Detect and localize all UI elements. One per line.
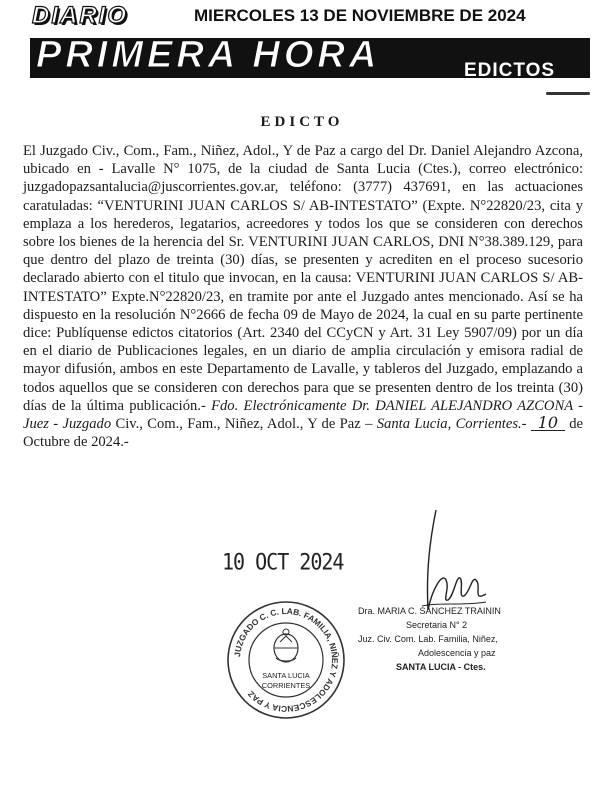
edict-body — [23, 142, 583, 451]
court-seal — [224, 598, 348, 722]
edict-title: EDICTO — [260, 114, 344, 130]
court-name: Civ., Com., Fam., Niñez, Adol., Y de Paz – — [115, 416, 373, 433]
signer-name: Dra. MARIA C. SANCHEZ TRAININ — [358, 606, 501, 616]
date-stamp: 10 OCT 2024 — [222, 548, 344, 576]
signature-block — [358, 604, 501, 674]
signer-place: SANTA LUCIA - Ctes. — [396, 662, 486, 672]
place: Santa Lucia, Corrientes.- — [376, 416, 527, 433]
scan-mark — [546, 92, 590, 95]
signer-court: Juz. Civ. Com. Lab. Familia, Niñez, — [358, 634, 498, 644]
coat-of-arms-icon — [274, 629, 298, 662]
signed-by: Fdo. Electrónicamente Dr. DANIEL ALEJANDRO AZCONA - Juez - Juzgado — [23, 397, 583, 433]
signer-role: Secretaria N° 2 — [406, 620, 468, 630]
edict-text: El Juzgado Civ., Com., Fam., Niñez, Adol., Y de Paz a cargo del Dr. Daniel Alejandro Azcona, ubicado en - Lavalle N° 1075, de la ciudad de Santa Lucia (Ctes.), correo electrónico: juzgadopazsantalucia@juscorrientes.gov.ar, teléfono: (3777) 437691, en las actuaciones caratuladas: “VENTURINI JUAN CARLOS S/ AB-INTESTATO” (Expte. N°22820/23, cita y emplaza a los herederos, legatarios, acreedores y todos los que se consideren con derechos sobre los bienes de la herencia del Sr. VENTURINI JUAN CARLOS, DNI N°38.389.129, para que dentro del plazo de treinta (30) días, se presenten y acrediten en el proceso sucesorio declarado abierto con el titulo que invocan, en la causa: VENTURINI JUAN CARLOS S/ AB-INTESTATO” Expte.N°22820/23, en tramite por ante el Juzgado antes mencionado. Así se ha dispuesto en la resolución N°2666 de fecha 09 de Mayo de 2024, la cual en su parte pertinente dice: Publíquense edictos citatorios (Art. 2340 del CCyCN y Art. 31 Ley 5907/09) por un día en el diario de Publicaciones legales, en un diario de amplia circulación y emisora radial de mayor difusión, ambos en este Departamento de Lavalle, y tableros del Juzgado, emplazando a todos aquellos que se consideren con derechos para que se presenten dentro de los treinta (30) días de la última publicación.- — [23, 143, 583, 414]
masthead-logo: PRIMERA HORA — [36, 34, 381, 76]
date-tail: de Octubre de 2024.- — [23, 416, 584, 451]
seal-center-line2: CORRIENTES — [261, 681, 311, 690]
seal-ring-text: JUZGADO C. C. LAB. FAMILIA, NIÑEZ Y ADOLESCENCIA Y PAZ — [232, 605, 341, 715]
svg-text:JUZGADO C. C. LAB. FAMILIA, NI — [232, 606, 340, 714]
signer-court-cont: Adolescencia y paz — [418, 648, 496, 658]
handwritten-day: 10 — [531, 416, 565, 431]
issue-date: MIERCOLES 13 DE NOVIEMBRE DE 2024 — [194, 6, 526, 25]
masthead-small: DIARIO — [32, 2, 128, 29]
seal-center-line1: SANTA LUCIA — [262, 671, 310, 680]
section-label: EDICTOS — [464, 60, 556, 81]
newspaper-header — [0, 0, 604, 80]
